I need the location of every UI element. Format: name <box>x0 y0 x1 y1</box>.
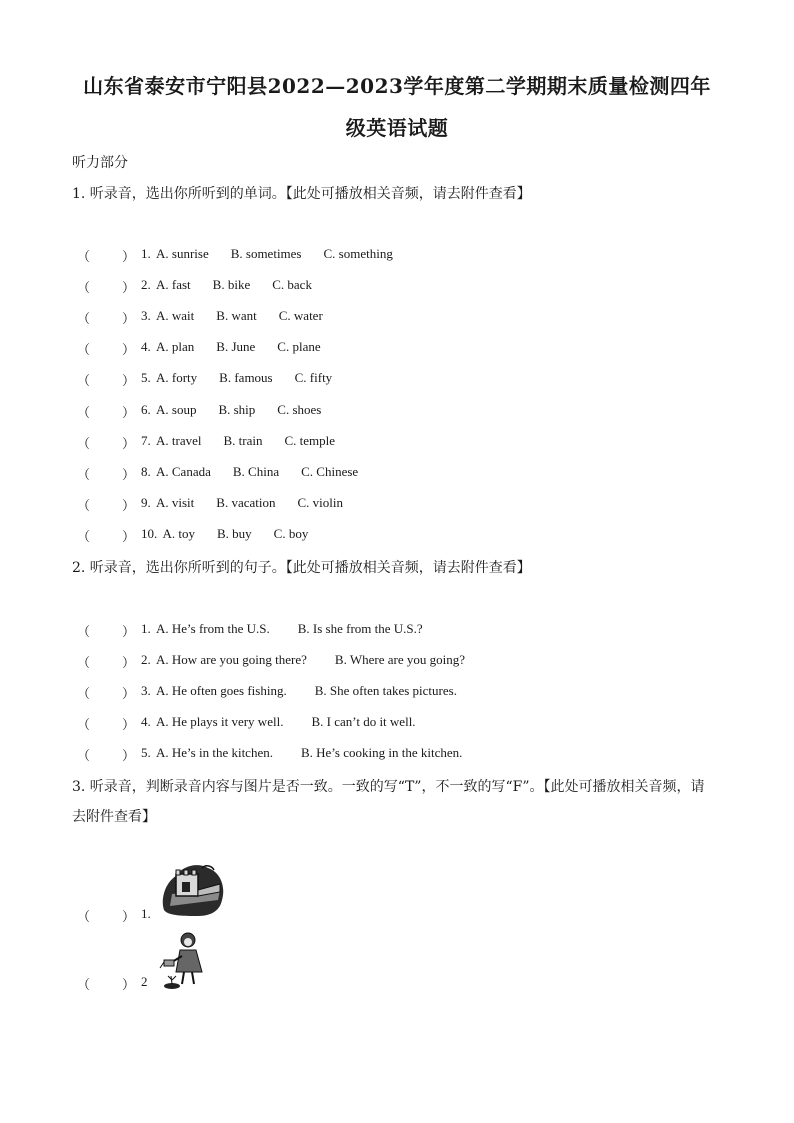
answer-paren-right: ） <box>122 909 136 924</box>
q1-item-text <box>141 277 312 293</box>
option-c: C. violin <box>297 494 344 510</box>
answer-paren-left: （ <box>77 342 91 358</box>
option-a: A. plan <box>156 339 195 355</box>
option-a: A. visit <box>156 494 195 510</box>
q1-item-text <box>141 246 393 262</box>
item-number: 9. <box>141 494 151 510</box>
q1-item-text <box>141 495 343 511</box>
item-number: 4. <box>141 714 151 730</box>
q3-item-number: 1. <box>141 906 151 921</box>
option-a: A. Canada <box>156 463 211 479</box>
option-a: A. forty <box>156 370 198 386</box>
option-c: C. temple <box>284 432 336 448</box>
great-wall-picture <box>158 860 228 918</box>
option-a: A. toy <box>162 525 195 541</box>
q3-item-1 <box>0 906 794 926</box>
section-label: 听力部分 <box>72 155 128 171</box>
item-number: 2. <box>141 652 151 668</box>
exam-title-line2: 级英语试题 <box>345 116 449 140</box>
answer-paren-right: ） <box>122 528 136 544</box>
option-b: B. China <box>232 463 280 479</box>
option-a: A. He often goes fishing. <box>156 683 287 699</box>
q3-item-2 <box>0 974 794 994</box>
option-b: B. bike <box>212 277 251 293</box>
option-b: B. June <box>216 339 256 355</box>
answer-paren-left: （ <box>77 717 91 733</box>
answer-paren-right: ） <box>122 435 136 451</box>
option-c: C. shoes <box>277 401 322 417</box>
answer-paren-left: （ <box>77 624 91 639</box>
item-number: 4. <box>141 339 151 355</box>
q1-item <box>0 339 794 359</box>
option-b: B. want <box>216 308 257 324</box>
answer-paren-left: （ <box>77 435 91 451</box>
q1-item-text <box>141 370 332 386</box>
option-b: B. train <box>223 432 263 448</box>
q3-heading: 3. 听录音，判断录音内容与图片是否一致。一致的写“T”，不一致的写“F”。【此处可播放相关音频，请 <box>72 779 705 795</box>
answer-paren-left: （ <box>77 497 91 513</box>
q1-item-text <box>141 526 308 542</box>
answer-paren-left: （ <box>77 655 91 671</box>
option-b: B. She often takes pictures. <box>314 683 457 699</box>
option-b: B. ship <box>218 401 256 417</box>
answer-paren-left: （ <box>77 249 91 264</box>
option-c: C. back <box>272 277 312 293</box>
option-a: A. wait <box>156 308 195 324</box>
item-number: 10. <box>141 525 158 541</box>
item-number: 1. <box>141 621 151 636</box>
q2-item <box>0 745 794 765</box>
option-c: C. plane <box>277 339 321 355</box>
option-a: A. He plays it very well. <box>156 714 284 730</box>
answer-paren-left: （ <box>77 311 91 327</box>
option-b: B. sometimes <box>230 246 302 261</box>
q1-item <box>0 495 794 515</box>
q1-item <box>0 370 794 390</box>
q1-item-text <box>141 433 335 449</box>
answer-paren-right: ） <box>122 280 136 296</box>
answer-paren-left: （ <box>77 528 91 544</box>
answer-paren-right: ） <box>122 655 136 671</box>
answer-paren-right: ） <box>122 466 136 482</box>
answer-paren-left: （ <box>77 909 91 924</box>
q2-item <box>0 652 794 672</box>
item-number: 5. <box>141 370 151 386</box>
option-b: B. vacation <box>216 494 276 510</box>
answer-paren-right: ） <box>122 624 136 639</box>
item-number: 3. <box>141 683 151 699</box>
answer-paren-right: ） <box>122 977 136 992</box>
answer-paren-left: （ <box>77 466 91 482</box>
answer-paren-right: ） <box>122 342 136 358</box>
answer-paren-right: ） <box>122 404 136 420</box>
q1-item <box>0 402 794 422</box>
option-c: C. water <box>278 308 323 324</box>
answer-paren-left: （ <box>77 977 91 992</box>
option-c: C. boy <box>273 525 309 541</box>
q1-item-text <box>141 308 323 324</box>
item-number: 6. <box>141 401 151 417</box>
q2-item-text <box>141 714 416 730</box>
q2-item-text <box>141 745 462 761</box>
item-number: 3. <box>141 308 151 324</box>
answer-paren-right: ） <box>122 249 136 264</box>
q2-heading: 2. 听录音，选出你所听到的句子。【此处可播放相关音频，请去附件查看】 <box>72 560 531 576</box>
q2-item-text <box>141 683 457 699</box>
option-b: B. He’s cooking in the kitchen. <box>300 745 463 761</box>
option-a: A. How are you going there? <box>156 652 307 668</box>
option-b: B. buy <box>217 525 252 541</box>
q1-item <box>0 246 794 266</box>
answer-paren-right: ） <box>122 686 136 702</box>
answer-paren-right: ） <box>122 497 136 513</box>
q2-item <box>0 714 794 734</box>
option-a: A. travel <box>156 432 202 448</box>
option-c: C. Chinese <box>301 463 359 479</box>
q2-item <box>0 683 794 703</box>
q1-item <box>0 308 794 328</box>
option-b: B. Is she from the U.S.? <box>297 621 423 636</box>
exam-title-line1: 山东省泰安市宁阳县2022—2023学年度第二学期期末质量检测四年 <box>83 74 711 98</box>
q2-item-text <box>141 652 465 668</box>
item-number: 7. <box>141 432 151 448</box>
option-b: B. Where are you going? <box>334 652 465 668</box>
item-number: 8. <box>141 463 151 479</box>
answer-paren-left: （ <box>77 748 91 764</box>
answer-paren-right: ） <box>122 717 136 733</box>
answer-paren-left: （ <box>77 404 91 420</box>
answer-paren-right: ） <box>122 748 136 764</box>
item-number: 1. <box>141 246 151 261</box>
q1-item-text <box>141 339 321 355</box>
option-a: A. He’s from the U.S. <box>156 621 270 636</box>
q1-item <box>0 433 794 453</box>
answer-paren-left: （ <box>77 686 91 702</box>
q1-item <box>0 526 794 546</box>
q1-item <box>0 464 794 484</box>
option-a: A. fast <box>156 277 191 293</box>
option-c: C. something <box>323 246 393 261</box>
girl-watering-plant-picture <box>158 928 216 994</box>
q2-item-text <box>141 621 423 637</box>
q2-item <box>0 621 794 641</box>
q3-item-number: 2 <box>141 974 148 989</box>
item-number: 2. <box>141 277 151 293</box>
q3-heading-continued: 去附件查看】 <box>72 809 156 825</box>
q1-item-text <box>141 402 321 418</box>
q1-item-text <box>141 464 358 480</box>
answer-paren-left: （ <box>77 280 91 296</box>
answer-paren-left: （ <box>77 373 91 389</box>
q1-heading: 1. 听录音，选出你所听到的单词。【此处可播放相关音频，请去附件查看】 <box>72 186 531 202</box>
option-c: C. fifty <box>294 370 333 386</box>
answer-paren-right: ） <box>122 311 136 327</box>
option-a: A. soup <box>156 401 197 417</box>
option-b: B. I can’t do it well. <box>311 714 416 730</box>
answer-paren-right: ） <box>122 373 136 389</box>
option-a: A. He’s in the kitchen. <box>156 745 273 761</box>
q1-item <box>0 277 794 297</box>
option-a: A. sunrise <box>156 246 209 261</box>
option-b: B. famous <box>219 370 273 386</box>
item-number: 5. <box>141 745 151 761</box>
